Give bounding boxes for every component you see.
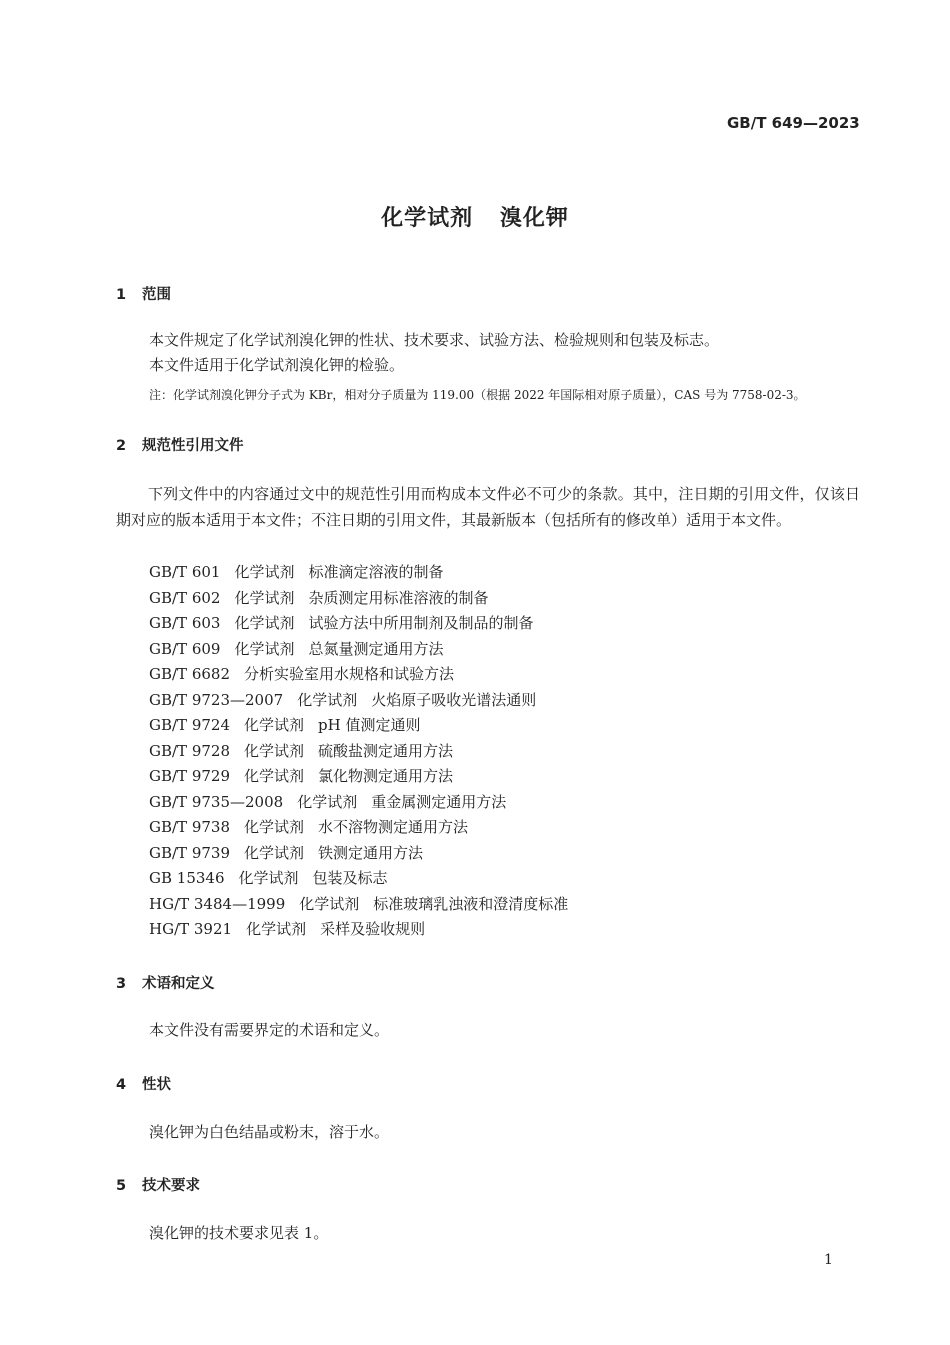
reference-name: 包装及标志 xyxy=(312,869,388,887)
reference-code: GB/T 9728 xyxy=(149,741,231,760)
section-1-heading xyxy=(116,283,171,304)
section-number: 1 xyxy=(116,287,127,303)
reference-code: GB/T 9735—2008 xyxy=(149,792,284,811)
section-title: 术语和定义 xyxy=(142,976,215,992)
normative-reference-list xyxy=(149,560,568,943)
section-1-paragraph-2: 本文件适用于化学试剂溴化钾的检验。 xyxy=(149,356,405,374)
section-title: 范围 xyxy=(142,287,171,303)
section-title: 性状 xyxy=(142,1077,171,1093)
reference-category: 化学试剂 xyxy=(297,792,358,811)
reference-category: 化学试剂 xyxy=(234,588,295,607)
reference-item xyxy=(149,713,568,739)
reference-code: GB/T 9729 xyxy=(149,767,231,785)
section-number: 4 xyxy=(116,1077,127,1093)
reference-category: 化学试剂 xyxy=(297,690,358,709)
reference-item xyxy=(149,866,568,892)
reference-category: 分析实验室用水规格和试验方法 xyxy=(244,665,455,683)
section-number: 5 xyxy=(116,1178,127,1194)
reference-name: 重金属测定通用方法 xyxy=(371,792,507,811)
reference-category: 化学试剂 xyxy=(244,741,305,760)
reference-item xyxy=(149,560,568,586)
reference-item xyxy=(149,662,568,688)
section-2-intro: 下列文件中的内容通过文中的规范性引用而构成本文件必不可少的条款。其中，注日期的引用文件，仅该日期对应的版本适用于本文件；不注日期的引用文件，其最新版本（包括所有的修改单）适用于本文件。 xyxy=(116,485,860,529)
reference-name: 火焰原子吸收光谱法通则 xyxy=(371,690,537,709)
reference-name: 总氮量测定通用方法 xyxy=(308,639,444,658)
section-4-paragraph: 溴化钾为白色结晶或粉末，溶于水。 xyxy=(149,1123,390,1141)
reference-category: 化学试剂 xyxy=(244,716,305,734)
section-1-paragraph-1: 本文件规定了化学试剂溴化钾的性状、技术要求、试验方法、检验规则和包装及标志。 xyxy=(149,331,720,349)
section-number: 3 xyxy=(116,976,127,992)
section-2-heading xyxy=(116,434,244,455)
reference-code: GB/T 9723—2007 xyxy=(149,690,284,709)
reference-name: 标准滴定溶液的制备 xyxy=(308,563,444,581)
reference-category: 化学试剂 xyxy=(244,843,305,862)
reference-category: 化学试剂 xyxy=(244,767,305,785)
reference-name: 杂质测定用标准溶液的制备 xyxy=(308,588,489,607)
reference-name: 硫酸盐测定通用方法 xyxy=(318,741,454,760)
reference-item xyxy=(149,917,568,943)
section-1-note: 注：化学试剂溴化钾分子式为 KBr，相对分子质量为 119.00（根据 2022 年国际相对原子质量），CAS 号为 7758-02-3。 xyxy=(149,388,806,402)
reference-category: 化学试剂 xyxy=(244,818,305,836)
reference-category: 化学试剂 xyxy=(299,894,360,913)
reference-item xyxy=(149,739,568,765)
reference-category: 化学试剂 xyxy=(234,639,295,658)
section-number: 2 xyxy=(116,438,127,454)
reference-name: 水不溶物测定通用方法 xyxy=(318,818,469,836)
reference-item xyxy=(149,892,568,918)
reference-item xyxy=(149,611,568,637)
title-part-2: 溴化钾 xyxy=(499,206,569,231)
reference-item xyxy=(149,764,568,790)
section-title: 技术要求 xyxy=(142,1178,200,1194)
reference-item xyxy=(149,586,568,612)
section-5-paragraph: 溴化钾的技术要求见表 1。 xyxy=(149,1224,329,1242)
reference-item xyxy=(149,815,568,841)
reference-name: 试验方法中所用制剂及制品的制备 xyxy=(308,614,534,632)
reference-code: GB/T 601 xyxy=(149,563,221,581)
reference-code: GB 15346 xyxy=(149,869,225,887)
standard-number: GB/T 649—2023 xyxy=(727,114,860,132)
reference-name: 铁测定通用方法 xyxy=(318,843,424,862)
reference-code: GB/T 6682 xyxy=(149,665,231,683)
reference-name: 标准玻璃乳浊液和澄清度标准 xyxy=(373,894,569,913)
reference-code: GB/T 603 xyxy=(149,614,221,632)
reference-item xyxy=(149,688,568,714)
reference-code: GB/T 609 xyxy=(149,639,221,658)
reference-code: GB/T 9738 xyxy=(149,818,231,836)
reference-item xyxy=(149,790,568,816)
reference-item xyxy=(149,841,568,867)
document-title xyxy=(0,201,950,232)
section-5-heading xyxy=(116,1174,200,1195)
reference-code: HG/T 3484—1999 xyxy=(149,894,286,913)
reference-category: 化学试剂 xyxy=(246,920,307,938)
title-part-1: 化学试剂 xyxy=(381,206,474,231)
section-3-heading xyxy=(116,972,215,993)
section-3-paragraph: 本文件没有需要界定的术语和定义。 xyxy=(149,1021,390,1039)
reference-name: 氯化物测定通用方法 xyxy=(318,767,454,785)
reference-category: 化学试剂 xyxy=(238,869,299,887)
reference-item xyxy=(149,637,568,663)
reference-category: 化学试剂 xyxy=(234,614,295,632)
page-number: 1 xyxy=(824,1252,833,1268)
section-4-heading xyxy=(116,1073,171,1094)
reference-code: GB/T 9739 xyxy=(149,843,231,862)
reference-code: GB/T 9724 xyxy=(149,716,231,734)
reference-category: 化学试剂 xyxy=(234,563,295,581)
section-title: 规范性引用文件 xyxy=(142,438,244,454)
reference-name: 采样及验收规则 xyxy=(320,920,426,938)
reference-code: GB/T 602 xyxy=(149,588,221,607)
reference-code: HG/T 3921 xyxy=(149,920,233,938)
reference-name: pH 值测定通则 xyxy=(318,716,421,734)
